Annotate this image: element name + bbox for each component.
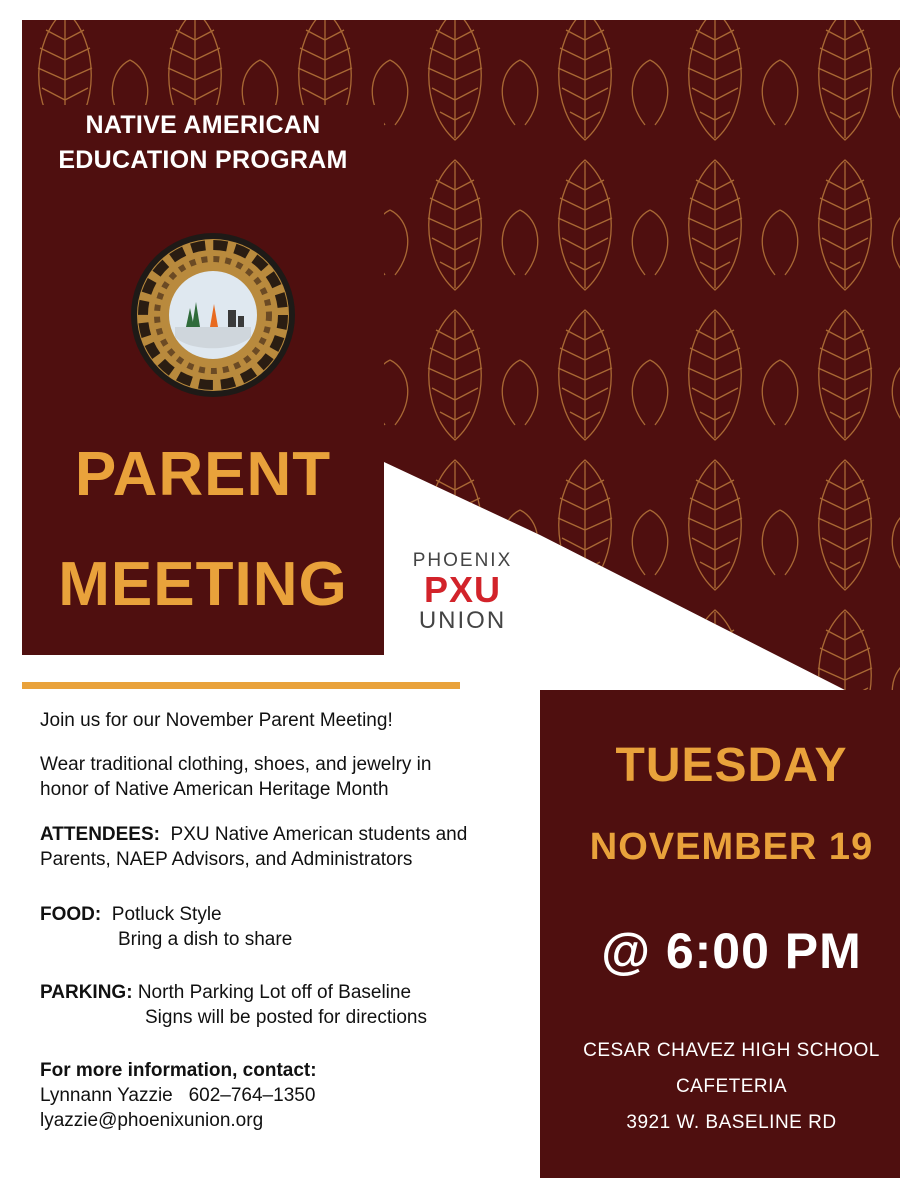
food-section (40, 902, 540, 952)
contact-section (40, 1058, 540, 1133)
event-day: TUESDAY (615, 739, 848, 792)
event-time: @ 6:00 PM (601, 923, 862, 979)
parking-line2: Signs will be posted for directions (145, 1007, 427, 1028)
invite-text: Join us for our November Parent Meeting! (40, 710, 393, 731)
event-date: NOVEMBER 19 (589, 826, 874, 868)
event-title (22, 420, 384, 640)
program-title-line2: EDUCATION PROGRAM (58, 146, 348, 174)
pxu-logo-bottom: UNION (418, 607, 507, 634)
program-title (22, 108, 384, 178)
attire-note (40, 752, 540, 802)
venue-name: CESAR CHAVEZ HIGH SCHOOL (583, 1040, 880, 1061)
contact-name: Lynnann Yazzie (40, 1085, 173, 1106)
contact-label: For more information, contact: (40, 1060, 317, 1081)
attire-line2: honor of Native American Heritage Month (40, 779, 389, 800)
attendees-section (40, 822, 540, 872)
leaf-pattern-top-strip (22, 20, 384, 105)
event-title-line2: MEETING (58, 550, 348, 619)
pxu-logo-mark: PXU (423, 569, 502, 610)
parking-section (40, 980, 540, 1030)
gold-divider (22, 682, 460, 689)
food-line1: Potluck Style (111, 904, 222, 925)
pxu-logo-top: PHOENIX (412, 550, 513, 571)
attire-line1: Wear traditional clothing, shoes, and jewelry in (40, 754, 432, 775)
tribal-basket-seal-icon (130, 232, 296, 398)
food-label: FOOD: (40, 904, 102, 925)
contact-phone: 602–764–1350 (188, 1085, 316, 1106)
program-title-line1: NATIVE AMERICAN (85, 111, 321, 139)
parking-line1: North Parking Lot off of Baseline (137, 982, 412, 1003)
pxu-logo (405, 550, 520, 634)
attendees-line2: Parents, NAEP Advisors, and Administrators (40, 849, 413, 870)
attendees-label: ATTENDEES: (40, 824, 160, 845)
parking-label: PARKING: (40, 982, 133, 1003)
attendees-line1: PXU Native American students and (170, 824, 468, 845)
event-title-line1: PARENT (74, 440, 332, 509)
contact-email: lyazzie@phoenixunion.org (40, 1110, 264, 1131)
venue-room: CAFETERIA (675, 1076, 788, 1097)
food-line2: Bring a dish to share (118, 929, 293, 950)
venue-address: 3921 W. BASELINE RD (626, 1112, 837, 1133)
